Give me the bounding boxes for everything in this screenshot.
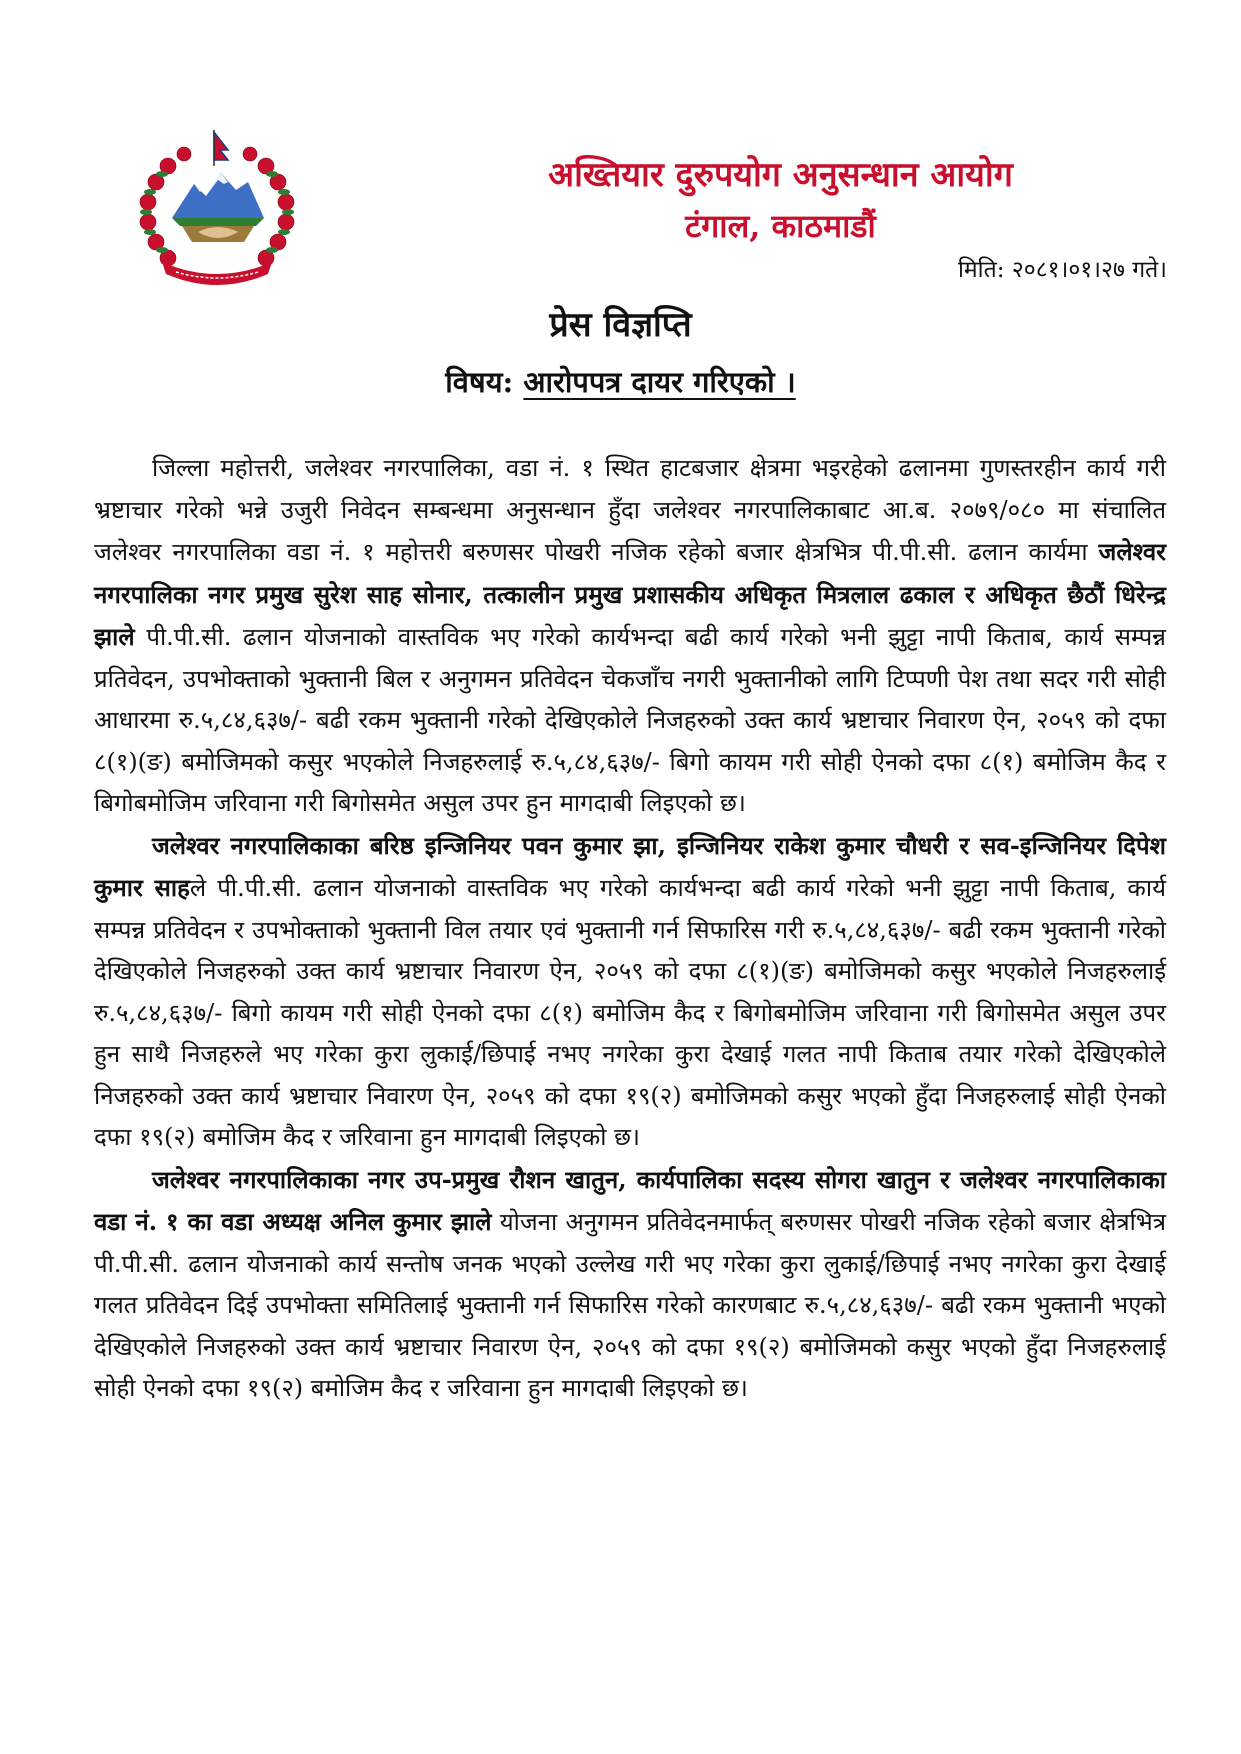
- paragraph-1-accused: जलेश्वर नगरपालिका नगर प्रमुख सुरेश साह सोनार, तत्कालीन प्रमुख प्रशासकीय अधिकृत मित्रलाल ढकाल र अधिकृत छैठौं धिरेन्द्र झाले: [94, 537, 1166, 651]
- paragraph-2: [94, 825, 1166, 1159]
- organization-name: अख्तियार दुरुपयोग अनुसन्धान आयोग: [548, 155, 1013, 195]
- press-release-body: [94, 448, 1166, 1410]
- subject-line: [0, 362, 1241, 401]
- paragraph-1-intro: जिल्ला महोत्तरी, जलेश्वर नगरपालिका, वडा नं. १ स्थित हाटबजार क्षेत्रमा भइरहेको ढलानमा गुणस्तरहीन कार्य गरी भ्रष्टाचार गरेको भन्ने उजुरी निवेदन सम्बन्धमा अनुसन्धान हुँदा जलेश्वर नगरपालिकाबाट आ.ब. २०७९/०८० मा संचालित जलेश्वर नगरपालिका वडा नं. १ महोत्तरी बरुणसर पोखरी नजिक रहेको बजार क्षेत्रभित्र पी.पी.सी. ढलान कार्यमा: [94, 454, 1166, 566]
- organization-address: टंगाल, काठमाडौं: [685, 207, 876, 245]
- page-title: प्रेस विज्ञप्ति: [549, 305, 692, 345]
- paragraph-3: [94, 1159, 1166, 1410]
- paragraph-3-details: योजना अनुगमन प्रतिवेदनमार्फत् बरुणसर पोखरी नजिक रहेको बजार क्षेत्रभित्र पी.पी.सी. ढलान योजनाको कार्य सन्तोष जनक भएको उल्लेख गरी भए गरेका कुरा लुकाई/छिपाई नभए नगरेका कुरा देखाई गलत प्रतिवेदन दिई उपभोक्ता समितिलाई भुक्तानी गर्न सिफारिस गरेको कारणबाट रु.५,८४,६३७/- बढी रकम भुक्तानी भएको देखिएकोले निजहरुको उक्त कार्य भ्रष्टाचार निवारण ऐन, २०५९ को दफा १९(२) बमोजिमको कसुर भएको हुँदा निजहरुलाई सोही ऐनको दफा १९(२) बमोजिम कैद र जरिवाना हुन मागदाबी लिइएको छ।: [94, 1208, 1166, 1402]
- paragraph-2-accused: जलेश्वर नगरपालिकाका बरिष्ठ इन्जिनियर पवन कुमार झा, इन्जिनियर राकेश कुमार चौधरी र सव-इन्जिनियर दिपेश कुमार साह: [94, 830, 1166, 902]
- paragraph-1-details: पी.पी.सी. ढलान योजनाको वास्तविक भए गरेको कार्यभन्दा बढी कार्य गरेको भनी झुट्टा नापी किताब, कार्य सम्पन्न प्रतिवेदन, उपभोक्ताको भुक्तानी बिल र अनुगमन प्रतिवेदन चेकजाँच नगरी भुक्तानीको लागि टिप्पणी पेश तथा सदर गरी सोही आधारमा रु.५,८४,६३७/- बढी रकम भुक्तानी गरेको देखिएकोले निजहरुको उक्त कार्य भ्रष्टाचार निवारण ऐन, २०५९ को दफा ८(१)(ङ) बमोजिमको कसुर भएकोले निजहरुलाई रु.५,८४,६३७/- बिगो कायम गरी सोही ऐनको दफा ८(१) बमोजिम कैद र बिगोबमोजिम जरिवाना गरी बिगोसमेत असुल उपर हुन मागदाबी लिइएको छ।: [94, 623, 1166, 817]
- paragraph-3-accused: जलेश्वर नगरपालिकाका नगर उप-प्रमुख रौशन खातुन, कार्यपालिका सदस्य सोगरा खातुन र जलेश्वर नगरपालिकाका वडा नं. १ का वडा अध्यक्ष अनिल कुमार झाले: [94, 1164, 1166, 1236]
- subject-text: आरोपपत्र दायर गरिएको ।: [523, 365, 796, 399]
- paragraph-1: [94, 448, 1166, 825]
- paragraph-2-details: ले पी.पी.सी. ढलान योजनाको वास्तविक भए गरेको कार्यभन्दा बढी कार्य गरेको भनी झुट्टा नापी किताब, कार्य सम्पन्न प्रतिवेदन र उपभोक्ताको भुक्तानी विल तयार एवं भुक्तानी गर्न सिफारिस गरी रु.५,८४,६३७/- बढी रकम भुक्तानी गरेको देखिएकोले निजहरुको उक्त कार्य भ्रष्टाचार निवारण ऐन, २०५९ को दफा ८(१)(ङ) बमोजिमको कसुर भएकोले निजहरुलाई रु.५,८४,६३७/- बिगो कायम गरी सोही ऐनको दफा ८(१) बमोजिम कैद र बिगोबमोजिम जरिवाना गरी बिगोसमेत असुल उपर हुन साथै निजहरुले भए गरेका कुरा लुकाई/छिपाई नभए नगरेका कुरा देखाई गलत नापी किताब तयार गरेको देखिएकोले निजहरुको उक्त कार्य भ्रष्टाचार निवारण ऐन, २०५९ को दफा १९(२) बमोजिमको कसुर भएको हुँदा निजहरुलाई सोही ऐनको दफा १९(२) बमोजिम कैद र जरिवाना हुन मागदाबी लिइएको छ।: [94, 874, 1166, 1151]
- release-date: मिति: २०८१।०१।२७ गते।: [957, 257, 1167, 283]
- subject-label: विषय:: [445, 365, 514, 399]
